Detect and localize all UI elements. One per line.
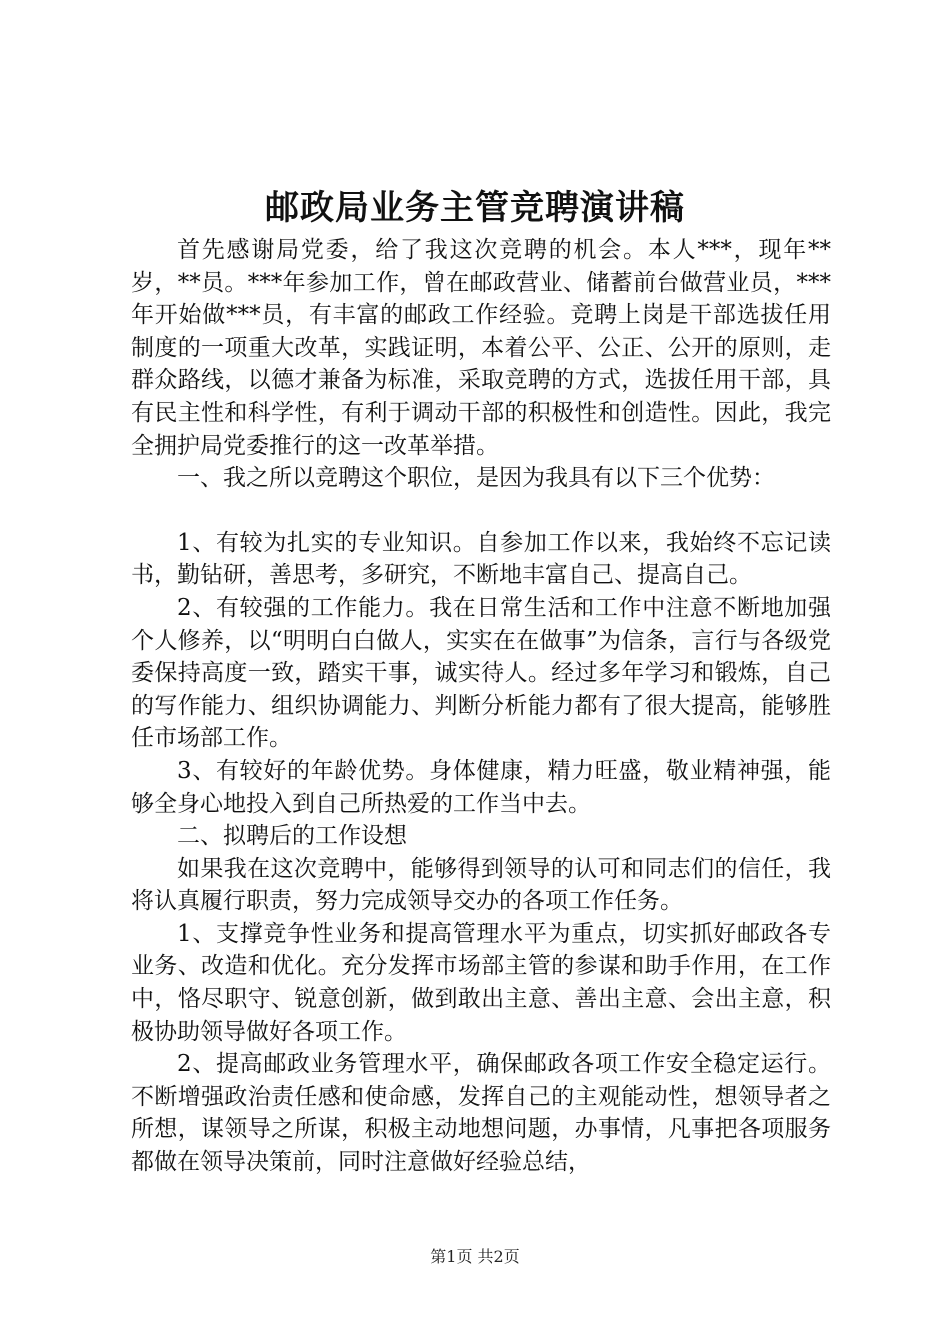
paragraph-plan-2: 2、提高邮政业务管理水平，确保邮政各项工作安全稳定运行。不断增强政治责任感和使命感，发挥自己的主观能动性，想领导者之所想，谋领导之所谋，积极主动地想问题，办事情，凡事把各项服务都做在领导决策前，同时注意做好经验总结， (131, 1051, 831, 1176)
page-title: 邮政局业务主管竞聘演讲稿 (265, 188, 685, 228)
paragraph-advantage-1: 1、有较为扎实的专业知识。自参加工作以来，我始终不忘记读书，勤钻研，善思考，多研究，不断地丰富自己、提高自己。 (131, 529, 831, 589)
section-heading-advantages: 一、我之所以竞聘这个职位，是因为我具有以下三个优势： (177, 465, 775, 492)
paragraph-plans-intro: 如果我在这次竞聘中，能够得到领导的认可和同志们的信任，我将认真履行职责，努力完成领导交办的各项工作任务。 (131, 855, 831, 915)
blank-line (131, 495, 831, 527)
paragraph-plan-1: 1、支撑竞争性业务和提高管理水平为重点，切实抓好邮政各专业务、改造和优化。充分发挥市场部主管的参谋和助手作用，在工作中，恪尽职守、锐意创新，做到敢出主意、善出主意、会出主意，积极协助领导做好各项工作。 (131, 920, 831, 1045)
paragraph-advantage-2: 2、有较强的工作能力。我在日常生活和工作中注意不断地加强个人修养，以“明明白白做人，实实在在做事”为信条，言行与各级党委保持高度一致，踏实干事，诚实待人。经过多年学习和锻炼，自己的写作能力、组织协调能力、判断分析能力都有了很大提高，能够胜任市场部工作。 (131, 594, 831, 752)
section-heading-plans: 二、拟聘后的工作设想 (177, 823, 407, 850)
paragraph-advantage-3: 3、有较好的年龄优势。身体健康，精力旺盛，敬业精神强，能够全身心地投入到自己所热爱的工作当中去。 (131, 757, 831, 817)
document-body (131, 234, 831, 1179)
page-footer: 第1页 共2页 (430, 1247, 520, 1266)
paragraph-intro: 首先感谢局党委，给了我这次竞聘的机会。本人***，现年**岁，**员。***年参加工作，曾在邮政营业、储蓄前台做营业员，***年开始做***员，有丰富的邮政工作经验。竞聘上岗是干部选拔任用制度的一项重大改革，实践证明，本着公平、公正、公开的原则，走群众路线，以德才兼备为标准，采取竞聘的方式，选拔任用干部，具有民主性和科学性，有利于调动干部的积极性和创造性。因此，我完全拥护局党委推行的这一改革举措。 (131, 237, 831, 459)
